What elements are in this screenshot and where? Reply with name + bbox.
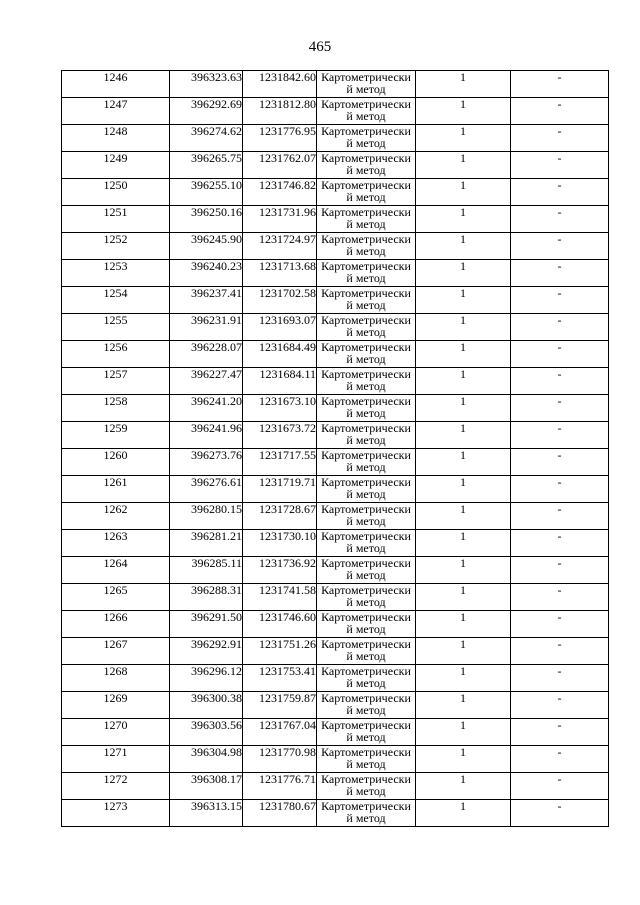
method-cell — [317, 287, 416, 314]
method-line-1: Картометрически — [321, 205, 411, 219]
table-row — [62, 422, 609, 449]
count-cell: 1 — [416, 341, 511, 368]
y-coordinate-cell: 1231693.07 — [243, 314, 317, 341]
count-cell: 1 — [416, 287, 511, 314]
x-coordinate-cell: 396281.21 — [170, 530, 243, 557]
count-cell: 1 — [416, 665, 511, 692]
method-cell — [317, 179, 416, 206]
method-cell — [317, 152, 416, 179]
method-line-1: Картометрически — [321, 637, 411, 651]
table-row — [62, 746, 609, 773]
x-coordinate-cell: 396227.47 — [170, 368, 243, 395]
y-coordinate-cell: 1231673.10 — [243, 395, 317, 422]
count-cell: 1 — [416, 71, 511, 98]
method-cell — [317, 422, 416, 449]
dash-cell: - — [511, 584, 609, 611]
x-coordinate-cell: 396274.62 — [170, 125, 243, 152]
y-coordinate-cell: 1231842.60 — [243, 71, 317, 98]
method-cell — [317, 665, 416, 692]
method-line-2: й метод — [346, 784, 386, 798]
table-row — [62, 233, 609, 260]
method-line-1: Картометрически — [321, 610, 411, 624]
count-cell: 1 — [416, 719, 511, 746]
dash-cell: - — [511, 611, 609, 638]
y-coordinate-cell: 1231751.26 — [243, 638, 317, 665]
dash-cell: - — [511, 206, 609, 233]
point-number-cell: 1257 — [62, 368, 170, 395]
table-row — [62, 476, 609, 503]
x-coordinate-cell: 396292.91 — [170, 638, 243, 665]
table-row — [62, 530, 609, 557]
point-number-cell: 1270 — [62, 719, 170, 746]
table-row — [62, 125, 609, 152]
dash-cell: - — [511, 260, 609, 287]
method-line-1: Картометрически — [321, 799, 411, 813]
point-number-cell: 1262 — [62, 503, 170, 530]
dash-cell: - — [511, 449, 609, 476]
count-cell: 1 — [416, 800, 511, 827]
dash-cell: - — [511, 341, 609, 368]
table-row — [62, 638, 609, 665]
point-number-cell: 1258 — [62, 395, 170, 422]
x-coordinate-cell: 396228.07 — [170, 341, 243, 368]
method-cell — [317, 368, 416, 395]
point-number-cell: 1271 — [62, 746, 170, 773]
method-line-1: Картометрически — [321, 151, 411, 165]
method-line-2: й метод — [346, 757, 386, 771]
dash-cell: - — [511, 638, 609, 665]
method-line-1: Картометрически — [321, 772, 411, 786]
point-number-cell: 1250 — [62, 179, 170, 206]
count-cell: 1 — [416, 476, 511, 503]
method-line-2: й метод — [346, 568, 386, 582]
method-line-2: й метод — [346, 163, 386, 177]
count-cell: 1 — [416, 125, 511, 152]
method-line-2: й метод — [346, 730, 386, 744]
x-coordinate-cell: 396323.63 — [170, 71, 243, 98]
x-coordinate-cell: 396250.16 — [170, 206, 243, 233]
method-line-1: Картометрически — [321, 583, 411, 597]
x-coordinate-cell: 396313.15 — [170, 800, 243, 827]
method-line-1: Картометрически — [321, 421, 411, 435]
y-coordinate-cell: 1231746.60 — [243, 611, 317, 638]
method-cell — [317, 719, 416, 746]
method-line-1: Картометрически — [321, 286, 411, 300]
dash-cell: - — [511, 746, 609, 773]
method-line-2: й метод — [346, 109, 386, 123]
y-coordinate-cell: 1231719.71 — [243, 476, 317, 503]
method-cell — [317, 98, 416, 125]
point-number-cell: 1247 — [62, 98, 170, 125]
y-coordinate-cell: 1231684.49 — [243, 341, 317, 368]
count-cell: 1 — [416, 98, 511, 125]
x-coordinate-cell: 396280.15 — [170, 503, 243, 530]
dash-cell: - — [511, 314, 609, 341]
method-line-2: й метод — [346, 487, 386, 501]
method-cell — [317, 692, 416, 719]
count-cell: 1 — [416, 773, 511, 800]
count-cell: 1 — [416, 584, 511, 611]
method-cell — [317, 314, 416, 341]
method-line-1: Картометрически — [321, 313, 411, 327]
point-number-cell: 1254 — [62, 287, 170, 314]
method-line-2: й метод — [346, 649, 386, 663]
y-coordinate-cell: 1231767.04 — [243, 719, 317, 746]
point-number-cell: 1252 — [62, 233, 170, 260]
table-row — [62, 341, 609, 368]
method-line-1: Картометрически — [321, 529, 411, 543]
method-cell — [317, 125, 416, 152]
dash-cell: - — [511, 71, 609, 98]
point-number-cell: 1255 — [62, 314, 170, 341]
count-cell: 1 — [416, 746, 511, 773]
y-coordinate-cell: 1231731.96 — [243, 206, 317, 233]
count-cell: 1 — [416, 638, 511, 665]
method-cell — [317, 773, 416, 800]
point-number-cell: 1261 — [62, 476, 170, 503]
count-cell: 1 — [416, 611, 511, 638]
dash-cell: - — [511, 557, 609, 584]
count-cell: 1 — [416, 530, 511, 557]
x-coordinate-cell: 396291.50 — [170, 611, 243, 638]
method-line-1: Картометрически — [321, 718, 411, 732]
count-cell: 1 — [416, 368, 511, 395]
table-row — [62, 206, 609, 233]
x-coordinate-cell: 396245.90 — [170, 233, 243, 260]
table-row — [62, 368, 609, 395]
method-line-1: Картометрически — [321, 124, 411, 138]
method-line-2: й метод — [346, 676, 386, 690]
dash-cell: - — [511, 152, 609, 179]
coordinates-table — [61, 70, 609, 827]
method-line-2: й метод — [346, 703, 386, 717]
x-coordinate-cell: 396240.23 — [170, 260, 243, 287]
method-cell — [317, 638, 416, 665]
table-row — [62, 395, 609, 422]
point-number-cell: 1256 — [62, 341, 170, 368]
point-number-cell: 1272 — [62, 773, 170, 800]
dash-cell: - — [511, 530, 609, 557]
point-number-cell: 1263 — [62, 530, 170, 557]
table-row — [62, 584, 609, 611]
method-line-2: й метод — [346, 460, 386, 474]
dash-cell: - — [511, 800, 609, 827]
x-coordinate-cell: 396231.91 — [170, 314, 243, 341]
method-line-1: Картометрически — [321, 475, 411, 489]
count-cell: 1 — [416, 152, 511, 179]
method-line-2: й метод — [346, 217, 386, 231]
count-cell: 1 — [416, 260, 511, 287]
table-row — [62, 719, 609, 746]
x-coordinate-cell: 396241.96 — [170, 422, 243, 449]
y-coordinate-cell: 1231741.58 — [243, 584, 317, 611]
method-line-1: Картометрически — [321, 691, 411, 705]
dash-cell: - — [511, 422, 609, 449]
y-coordinate-cell: 1231759.87 — [243, 692, 317, 719]
x-coordinate-cell: 396273.76 — [170, 449, 243, 476]
y-coordinate-cell: 1231776.95 — [243, 125, 317, 152]
table-row — [62, 692, 609, 719]
point-number-cell: 1251 — [62, 206, 170, 233]
count-cell: 1 — [416, 314, 511, 341]
method-line-1: Картометрически — [321, 367, 411, 381]
dash-cell: - — [511, 395, 609, 422]
point-number-cell: 1253 — [62, 260, 170, 287]
table-row — [62, 260, 609, 287]
table-row — [62, 98, 609, 125]
method-line-2: й метод — [346, 622, 386, 636]
method-line-1: Картометрически — [321, 502, 411, 516]
dash-cell: - — [511, 179, 609, 206]
method-line-1: Картометрически — [321, 664, 411, 678]
table-row — [62, 665, 609, 692]
method-cell — [317, 476, 416, 503]
method-cell — [317, 71, 416, 98]
dash-cell: - — [511, 98, 609, 125]
table-row — [62, 449, 609, 476]
dash-cell: - — [511, 665, 609, 692]
x-coordinate-cell: 396241.20 — [170, 395, 243, 422]
y-coordinate-cell: 1231812.80 — [243, 98, 317, 125]
table-row — [62, 503, 609, 530]
table-row — [62, 71, 609, 98]
x-coordinate-cell: 396304.98 — [170, 746, 243, 773]
point-number-cell: 1269 — [62, 692, 170, 719]
x-coordinate-cell: 396276.61 — [170, 476, 243, 503]
method-cell — [317, 341, 416, 368]
x-coordinate-cell: 396300.38 — [170, 692, 243, 719]
method-line-1: Картометрически — [321, 448, 411, 462]
count-cell: 1 — [416, 206, 511, 233]
method-line-2: й метод — [346, 298, 386, 312]
method-line-1: Картометрически — [321, 178, 411, 192]
y-coordinate-cell: 1231736.92 — [243, 557, 317, 584]
method-line-2: й метод — [346, 325, 386, 339]
y-coordinate-cell: 1231730.10 — [243, 530, 317, 557]
y-coordinate-cell: 1231780.67 — [243, 800, 317, 827]
dash-cell: - — [511, 233, 609, 260]
x-coordinate-cell: 396237.41 — [170, 287, 243, 314]
dash-cell: - — [511, 503, 609, 530]
point-number-cell: 1249 — [62, 152, 170, 179]
method-line-2: й метод — [346, 595, 386, 609]
dash-cell: - — [511, 692, 609, 719]
count-cell: 1 — [416, 503, 511, 530]
x-coordinate-cell: 396255.10 — [170, 179, 243, 206]
count-cell: 1 — [416, 233, 511, 260]
method-cell — [317, 584, 416, 611]
point-number-cell: 1260 — [62, 449, 170, 476]
table-row — [62, 179, 609, 206]
method-cell — [317, 260, 416, 287]
table-row — [62, 152, 609, 179]
x-coordinate-cell: 396285.11 — [170, 557, 243, 584]
dash-cell: - — [511, 773, 609, 800]
point-number-cell: 1246 — [62, 71, 170, 98]
x-coordinate-cell: 396265.75 — [170, 152, 243, 179]
method-cell — [317, 800, 416, 827]
method-line-2: й метод — [346, 82, 386, 96]
table-body — [62, 71, 609, 827]
method-cell — [317, 503, 416, 530]
x-coordinate-cell: 396303.56 — [170, 719, 243, 746]
y-coordinate-cell: 1231724.97 — [243, 233, 317, 260]
x-coordinate-cell: 396308.17 — [170, 773, 243, 800]
method-cell — [317, 395, 416, 422]
point-number-cell: 1268 — [62, 665, 170, 692]
point-number-cell: 1264 — [62, 557, 170, 584]
point-number-cell: 1259 — [62, 422, 170, 449]
count-cell: 1 — [416, 395, 511, 422]
method-line-2: й метод — [346, 433, 386, 447]
y-coordinate-cell: 1231728.67 — [243, 503, 317, 530]
x-coordinate-cell: 396296.12 — [170, 665, 243, 692]
point-number-cell: 1266 — [62, 611, 170, 638]
dash-cell: - — [511, 287, 609, 314]
method-line-2: й метод — [346, 352, 386, 366]
table-row — [62, 800, 609, 827]
y-coordinate-cell: 1231753.41 — [243, 665, 317, 692]
y-coordinate-cell: 1231717.55 — [243, 449, 317, 476]
method-cell — [317, 449, 416, 476]
y-coordinate-cell: 1231673.72 — [243, 422, 317, 449]
table-row — [62, 773, 609, 800]
dash-cell: - — [511, 368, 609, 395]
point-number-cell: 1273 — [62, 800, 170, 827]
method-line-1: Картометрически — [321, 556, 411, 570]
y-coordinate-cell: 1231746.82 — [243, 179, 317, 206]
count-cell: 1 — [416, 179, 511, 206]
point-number-cell: 1267 — [62, 638, 170, 665]
y-coordinate-cell: 1231684.11 — [243, 368, 317, 395]
count-cell: 1 — [416, 557, 511, 584]
method-line-2: й метод — [346, 271, 386, 285]
y-coordinate-cell: 1231702.58 — [243, 287, 317, 314]
method-line-2: й метод — [346, 190, 386, 204]
method-line-1: Картометрически — [321, 97, 411, 111]
count-cell: 1 — [416, 422, 511, 449]
method-line-2: й метод — [346, 379, 386, 393]
count-cell: 1 — [416, 692, 511, 719]
page-number: 465 — [308, 39, 332, 55]
method-line-1: Картометрически — [321, 232, 411, 246]
dash-cell: - — [511, 476, 609, 503]
y-coordinate-cell: 1231776.71 — [243, 773, 317, 800]
method-line-2: й метод — [346, 541, 386, 555]
table-row — [62, 611, 609, 638]
method-cell — [317, 233, 416, 260]
method-line-1: Картометрически — [321, 745, 411, 759]
dash-cell: - — [511, 125, 609, 152]
method-line-1: Картометрически — [321, 259, 411, 273]
method-line-2: й метод — [346, 514, 386, 528]
method-line-2: й метод — [346, 811, 386, 825]
method-cell — [317, 530, 416, 557]
method-line-1: Картометрически — [321, 70, 411, 84]
table-row — [62, 287, 609, 314]
method-cell — [317, 611, 416, 638]
method-cell — [317, 746, 416, 773]
method-line-2: й метод — [346, 244, 386, 258]
table-row — [62, 314, 609, 341]
dash-cell: - — [511, 719, 609, 746]
method-line-1: Картометрически — [321, 340, 411, 354]
count-cell: 1 — [416, 449, 511, 476]
point-number-cell: 1265 — [62, 584, 170, 611]
method-cell — [317, 557, 416, 584]
method-cell — [317, 206, 416, 233]
point-number-cell: 1248 — [62, 125, 170, 152]
method-line-1: Картометрически — [321, 394, 411, 408]
method-line-2: й метод — [346, 136, 386, 150]
y-coordinate-cell: 1231762.07 — [243, 152, 317, 179]
y-coordinate-cell: 1231713.68 — [243, 260, 317, 287]
table-row — [62, 557, 609, 584]
y-coordinate-cell: 1231770.98 — [243, 746, 317, 773]
x-coordinate-cell: 396292.69 — [170, 98, 243, 125]
method-line-2: й метод — [346, 406, 386, 420]
x-coordinate-cell: 396288.31 — [170, 584, 243, 611]
